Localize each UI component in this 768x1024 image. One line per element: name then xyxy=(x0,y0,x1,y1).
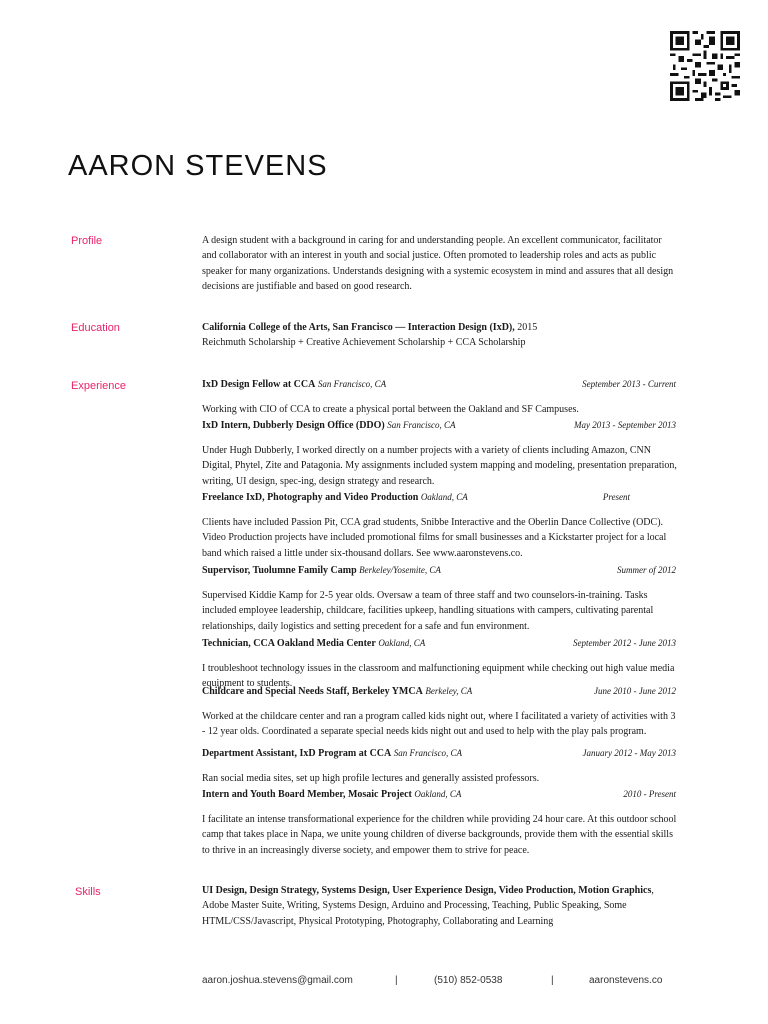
job-title: Supervisor, Tuolumne Family Camp xyxy=(202,565,357,576)
footer-phone: (510) 852-0538 xyxy=(434,975,503,986)
footer-email: aaron.joshua.stevens@gmail.com xyxy=(202,975,353,986)
job-location: Berkeley, CA xyxy=(425,686,473,696)
experience-entry xyxy=(202,684,678,750)
job-description: Clients have included Passion Pit, CCA grad students, Snibbe Interactive and the Oberlin Dance Collective (ODC). Video Production projects have included promotional films for small businesses and a Kickstarter project for a local band which raised a little under six-thousand dollars. See www.aaronstevens.co. xyxy=(202,517,667,559)
footer-separator: | xyxy=(395,975,398,986)
job-description: Under Hugh Dubberly, I worked directly on a number projects with a variety of clients including Amazon, CNN Digital, Phytel, Zite and Patagonia. My assignments included system mapping and modeling, presentation preparation, writing, UI design, spec-ing, design strategy and research. xyxy=(202,445,677,487)
job-title: IxD Intern, Dubberly Design Office (DDO) xyxy=(202,420,385,431)
resume-name: AARON STEVENS xyxy=(68,150,328,182)
experience-entry xyxy=(202,787,678,868)
job-date: Present xyxy=(602,492,630,502)
job-title: Department Assistant, IxD Program at CCA xyxy=(202,748,392,759)
experience-entry xyxy=(202,418,678,499)
job-title: Childcare and Special Needs Staff, Berkeley YMCA xyxy=(202,686,423,697)
section-label-experience: Experience xyxy=(71,380,127,392)
section-label-profile: Profile xyxy=(71,235,103,247)
footer-website: aaronstevens.co xyxy=(589,975,663,986)
job-date: May 2013 - September 2013 xyxy=(574,420,676,430)
footer-separator: | xyxy=(551,975,554,986)
education-scholarships: Reichmuth Scholarship + Creative Achievement Scholarship + CCA Scholarship xyxy=(202,337,526,349)
education-year: 2015 xyxy=(514,322,538,333)
skills-primary: UI Design, Design Strategy, Systems Design, User Experience Design, Video Production, Motion Graphics xyxy=(202,885,652,896)
job-location: Oakland, CA xyxy=(378,638,426,648)
job-location: San Francisco, CA xyxy=(317,379,387,389)
job-date: January 2012 - May 2013 xyxy=(582,748,676,758)
job-location: San Francisco, CA xyxy=(393,748,462,758)
experience-entry xyxy=(202,563,678,644)
job-location: Berkeley/Yosemite, CA xyxy=(359,565,441,575)
qr-code-icon xyxy=(670,30,740,102)
job-title: IxD Design Fellow at CCA xyxy=(202,379,316,390)
job-location: Oakland, CA xyxy=(414,789,462,799)
job-title: Freelance IxD, Photography and Video Production xyxy=(202,492,419,503)
education-school: California College of the Arts, San Francisco — Interaction Design (IxD), xyxy=(202,322,515,333)
job-date: September 2013 - Current xyxy=(582,379,676,389)
section-label-education: Education xyxy=(71,322,120,334)
job-date: 2010 - Present xyxy=(623,789,676,799)
job-date: Summer of 2012 xyxy=(617,565,676,575)
job-description: Worked at the childcare center and ran a program called kids night out, where I facilitated a variety of activities with 3 - 12 year olds. Coordinated a separate special needs kids night out and used to help with the play pals program. xyxy=(202,711,676,738)
skills-section xyxy=(202,883,678,929)
education-section xyxy=(202,320,678,351)
skills-text xyxy=(202,883,678,929)
job-title: Intern and Youth Board Member, Mosaic Project xyxy=(202,789,412,800)
skills-secondary: , Adobe Master Suite, Writing, Systems Design, Arduino and Processing, Teaching, Public Speaking, Some HTML/CSS/Javascript, Physical Prototyping, Photography, Collaborating and Learning xyxy=(202,885,654,927)
education-line-1 xyxy=(202,320,678,335)
profile-text: A design student with a background in caring for and understanding people. An excellent communicator, facilitator and collaborator with an interest in youth and social justice. Often promoted to leadership roles and acts as public speaker for many organizations. Understands designing with a systemic ecosystem in mind and assures that all design decisions are justifiable and based on good research. xyxy=(202,235,674,292)
job-description: I troubleshoot technology issues in the classroom and malfunctioning equipment while checking out high value media equipment to students. xyxy=(202,663,675,690)
job-description: Working with CIO of CCA to create a physical portal between the Oakland and SF Campuses. xyxy=(202,404,579,415)
job-date: June 2010 - June 2012 xyxy=(594,686,676,696)
job-title: Technician, CCA Oakland Media Center xyxy=(202,638,376,649)
job-description: Ran social media sites, set up high profile lectures and generally assisted professors. xyxy=(202,773,540,784)
profile-section xyxy=(202,233,678,294)
job-location: Oakland, CA xyxy=(420,492,468,502)
section-label-skills: Skills xyxy=(75,886,101,898)
experience-entry xyxy=(202,490,678,571)
job-description: Supervised Kiddie Kamp for 2-5 year olds. Oversaw a team of three staff and two counselors-in-training. Tasks included employee leadership, childcare, facilities upkeep, handling situations with campers, cultivating parental relationships, daily logistics and setting precedent for a safe and fun environment. xyxy=(202,590,654,632)
job-location: San Francisco, CA xyxy=(387,420,456,430)
job-date: September 2012 - June 2013 xyxy=(573,638,676,648)
job-description: I facilitate an intense transformational experience for the children while providing 24 hour care. At this outdoor school camp that takes place in Napa, we unite young children of diverse backgrounds, provide them with the essential skills to thrive in an increasingly diverse society, and empower them to strive for peace. xyxy=(202,814,677,856)
